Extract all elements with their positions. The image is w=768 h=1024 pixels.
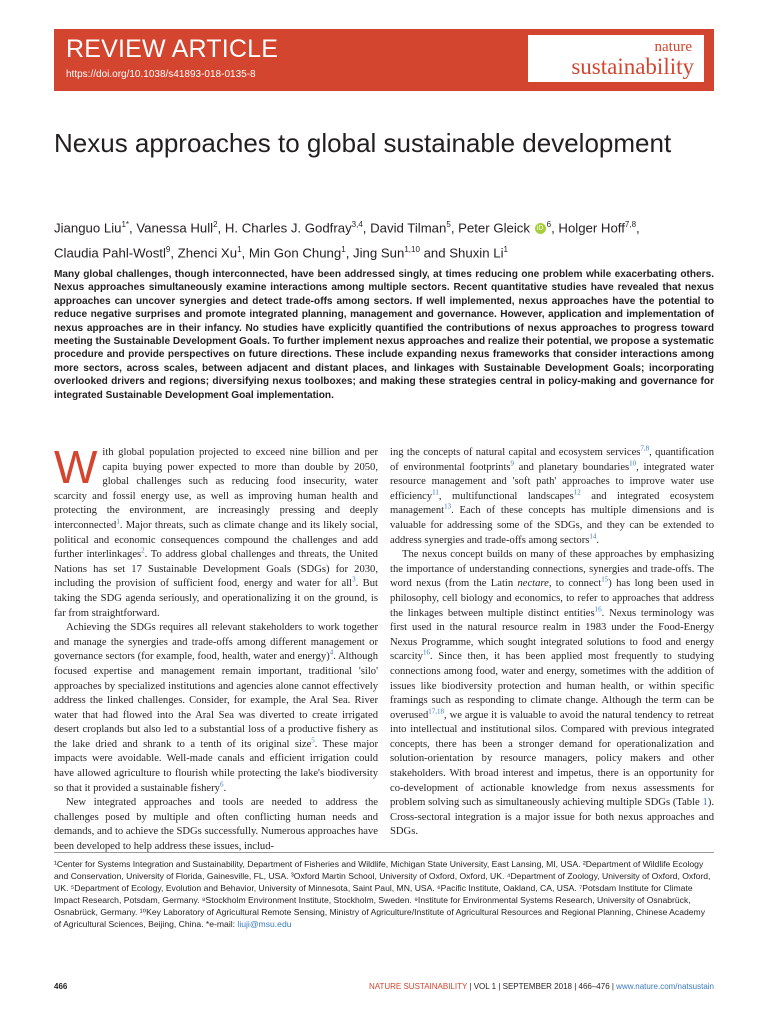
citation-link[interactable]: 12: [573, 488, 581, 497]
author-list: [54, 214, 714, 265]
citation-link[interactable]: 11: [432, 488, 439, 497]
author-line-1: [54, 214, 714, 239]
body-text: . But taking the SDG agenda seriously, and operationalizing it on the ground, is far from straightforward.: [54, 578, 378, 619]
author-affil: 1: [237, 245, 242, 255]
author-affil: 5: [446, 220, 451, 229]
author-affil: 6: [546, 220, 552, 229]
article-banner: [54, 29, 714, 91]
citation-link[interactable]: 13: [444, 502, 452, 511]
body-paragraph: [390, 548, 714, 840]
body-text: .: [596, 534, 600, 546]
body-text: , quantification of environmental footprints: [390, 447, 714, 473]
body-text: , integrated water resource management and 'soft path' approaches to improve water use efficiency: [390, 461, 715, 502]
author-name[interactable]: Claudia Pahl-Wostl: [54, 245, 166, 261]
author-affil: 1: [503, 245, 508, 255]
author-affil: 9: [165, 245, 171, 255]
citation-link[interactable]: 1: [116, 517, 120, 526]
author-affil: 3,4: [351, 220, 363, 229]
body-text: and integrated ecosystem management: [390, 490, 714, 517]
body-column-left: [54, 441, 379, 855]
article-type: REVIEW ARTICLE: [66, 35, 279, 63]
body-text: ). Cross-sectoral integration is a major issue for both nexus approaches and SDGs.: [390, 797, 714, 838]
body-text: . Major threats, such as climate change and its likely social, political and economic consequences compound the challenges and add further interlinkages: [54, 519, 378, 561]
drop-cap: W: [54, 441, 98, 493]
journal-url-link[interactable]: www.nature.com/natsustain: [616, 982, 714, 991]
email-link[interactable]: liuji@msu.edu: [237, 919, 292, 929]
citation-link[interactable]: 5: [311, 736, 315, 745]
body-text: The nexus concept builds on many of these approaches by emphasizing the importance of understanding connections, synergies and trade-offs. The word nexus (from the Latin: [390, 549, 714, 590]
abstract: Many global challenges, though interconnected, have been addressed singly, at times reducing one problem while exacerbating others. Nexus approaches simultaneously examine interactions among multiple sectors. Recent quantitative studies have revealed that nexus approaches can uncover synergies and detect trade-offs among sectors. If well implemented, nexus approaches have the potential to reduce negative surprises and promote integrated planning, management and governance. However, application and implementation of nexus approaches are in their infancy. No studies have explicitly quantified the contributions of nexus approaches to progress toward meeting the Sustainable Development Goals. To further implement nexus approaches and realize their potential, we propose a systematic procedure and provide perspectives on future directions. These include expanding nexus frameworks that consider interactions among more sectors, across scales, between adjacent and distant places, and linkages with Sustainable Development Goals; incorporating overlooked drivers and regions; diversifying nexus toolboxes; and making these strategies central in policy-making and governance for integrated Sustainable Development Goal implementation.: [54, 269, 715, 401]
body-text: , to connect: [548, 578, 602, 590]
author-name[interactable]: , Min Gon Chung: [241, 245, 342, 261]
author-name[interactable]: , David Tilman: [362, 220, 447, 236]
author-name[interactable]: , Zhenci Xu: [170, 245, 238, 261]
table-link[interactable]: 1: [702, 797, 708, 809]
author-name[interactable]: Jianguo Liu: [54, 220, 122, 236]
author-affil: 1,10: [404, 245, 420, 255]
body-text: . To address global challenges and threats, the United Nations has set 17 Sustainable Development Goals (SDGs) for 2030, including the provision of sufficient food, energy and water for all: [54, 549, 378, 590]
doi-link[interactable]: https://doi.org/10.1038/s41893-018-0135-8: [66, 69, 256, 80]
author-name[interactable]: , Holger Hoff: [551, 220, 625, 236]
author-name[interactable]: , Vanessa Hull: [129, 220, 214, 236]
body-text: ing the concepts of natural capital and ecosystem services: [390, 447, 641, 458]
body-column-right: [390, 446, 714, 840]
body-text: . Nexus terminology was first used in the natural resource realm in 1983 under the Food-Energy Nexus Programme, which sought integrated solutions to food and energy scarcity: [390, 607, 714, 663]
citation-link[interactable]: 3: [352, 575, 356, 584]
body-paragraph: [54, 441, 378, 621]
citation-link[interactable]: 15: [601, 575, 609, 584]
body-text: Achieving the SDGs requires all relevant stakeholders to work together and manage the synergies and trade-offs among different management or governance sectors (for example, food, health, water and energy): [54, 622, 378, 663]
page-number: 466: [54, 982, 68, 991]
orcid-icon[interactable]: iD: [535, 223, 546, 234]
author-affil: 2: [213, 220, 218, 229]
citation-link[interactable]: 16: [422, 648, 430, 657]
author-name[interactable]: , H. Charles J. Godfray: [217, 220, 352, 236]
citation-link[interactable]: 9: [510, 459, 515, 468]
author-affil: 1*: [121, 220, 130, 229]
citation-link[interactable]: 7,8: [640, 444, 650, 453]
body-text: and planetary boundaries: [514, 461, 630, 473]
latin-term: nectare: [517, 578, 549, 590]
body-text: ) has long been used in philosophy, cell biology and economics, to refer to approaches that address the linkages between multiple distinct entities: [390, 578, 714, 619]
footnote-divider: [54, 852, 714, 853]
author-affil: 7,8: [624, 220, 637, 229]
affiliation-text: ¹Center for Systems Integration and Sustainability, Department of Fisheries and Wildlife, Michigan State University, East Lansing, MI, USA. ²Department of Wildlife Ecology and Conservation, University of Florida, Gainesville, FL, USA. ³Oxford Martin School, University of Oxford, Oxford, UK. ⁴Department of Zoology, University of Oxford, Oxford, UK. ⁵Department of Ecology, Evolution and Behavior, University of Minnesota, Saint Paul, MN, USA. ⁶Pacific Institute, Oakland, CA, USA. ⁷Potsdam Institute for Climate Impact Research, Potsdam, Germany. ⁸Stockholm Environment Institute, Stockholm, Sweden. ⁹Institute for Environmental Systems Research, University of Osnabrück, Osnabrück, Germany. ¹⁰Key Laboratory of Agricultural Remote Sensing, Ministry of Agriculture/Institute of Agricultural Resources and Regional Planning, Chinese Academy of Agricultural Sciences, Beijing, China. *e-mail:: [54, 859, 711, 929]
citation-link[interactable]: 14: [589, 532, 597, 541]
body-text: , we argue it is valuable to avoid the natural tendency to retreat into intellectual and institutional silos. Compared with previous integrated concepts, there has been a stronger demand for operationalization and solution-orientation by resource managers, policy makers and other stakeholders. With broad interest and impetus, there is an opportunity for co-development of actionable knowledge from nexus assessments for problem solving such as simultaneously achieving multiple SDGs (Table: [390, 709, 714, 809]
logo-sustainability-text: sustainability: [571, 54, 694, 79]
body-text: . Each of these concepts has multiple dimensions and is valuable for addressing some of the SDGs, and they can be extended to address synergies and trade-offs among sectors: [390, 505, 714, 546]
body-text: . Since then, it has been applied most frequently to studying connections among food, water and energy, sometimes with the addition of issues like biodiversity protection and human health, or within specific framings such as responding to climate change. Although the term can be overused: [390, 651, 714, 721]
journal-name: NATURE SUSTAINABILITY: [368, 982, 468, 991]
citation-link[interactable]: 6: [219, 780, 224, 789]
journal-logo: [528, 35, 704, 82]
author-line-2: [54, 239, 714, 264]
citation-link[interactable]: 10: [629, 459, 637, 468]
author-name[interactable]: and Shuxin Li: [419, 245, 504, 261]
logo-nature-text: nature: [654, 39, 692, 55]
footer-citation: [369, 982, 714, 991]
body-paragraph: New integrated approaches and tools are needed to address the challenges posed by multiple and often conflicting human needs and demands, and to achieve the SDGs successfully. Numerous approaches have been developed to help address these issues, includ-: [54, 797, 378, 853]
body-text: . Although focused expertise and management remain important, traditional 'silo' approaches by specialized institutions and agencies alone cannot effectively address the linked challenges. Consider, for example, the Aral Sea. River water that had flowed into the Aral Sea was diverted to create irrigated desert croplands but also led to a substantial loss of a productive fishery as the lake dried and shrank to a tenth of its original size: [54, 651, 379, 750]
body-paragraph: [54, 621, 378, 796]
citation-link[interactable]: 4: [329, 648, 334, 657]
body-paragraph: [390, 446, 714, 548]
affiliations: [54, 858, 714, 930]
author-name[interactable]: , Jing Sun: [345, 245, 405, 261]
issue-info: | VOL 1 | SEPTEMBER 2018 | 466–476 |: [467, 982, 617, 991]
body-text: . These major impacts were avoidable. Well-made canals and efficient irrigation could have allowed agriculture to flourish while protecting the lake's biodiversity so that it provided a sustainable fishery: [54, 738, 378, 794]
citation-link[interactable]: 16: [594, 605, 602, 613]
body-text: ith global population projected to exceed nine billion and per capita buying power expected to more than double by 2050, global challenges such as reducing food insecurity, water scarcity and fossil energy use, as well as improving human health and protecting the environment, are increasingly pressing and deeply interconnected: [54, 447, 378, 531]
citation-link[interactable]: 17,18: [428, 707, 444, 716]
author-affil: 1: [341, 245, 346, 255]
author-name[interactable]: , Peter Gleick: [450, 220, 530, 236]
citation-link[interactable]: 2: [141, 546, 145, 555]
body-text: , multifunctional landscapes: [438, 490, 574, 502]
body-text: .: [223, 782, 227, 794]
article-title: Nexus approaches to global sustainable development: [54, 128, 672, 158]
author-sep: ,: [636, 220, 640, 236]
